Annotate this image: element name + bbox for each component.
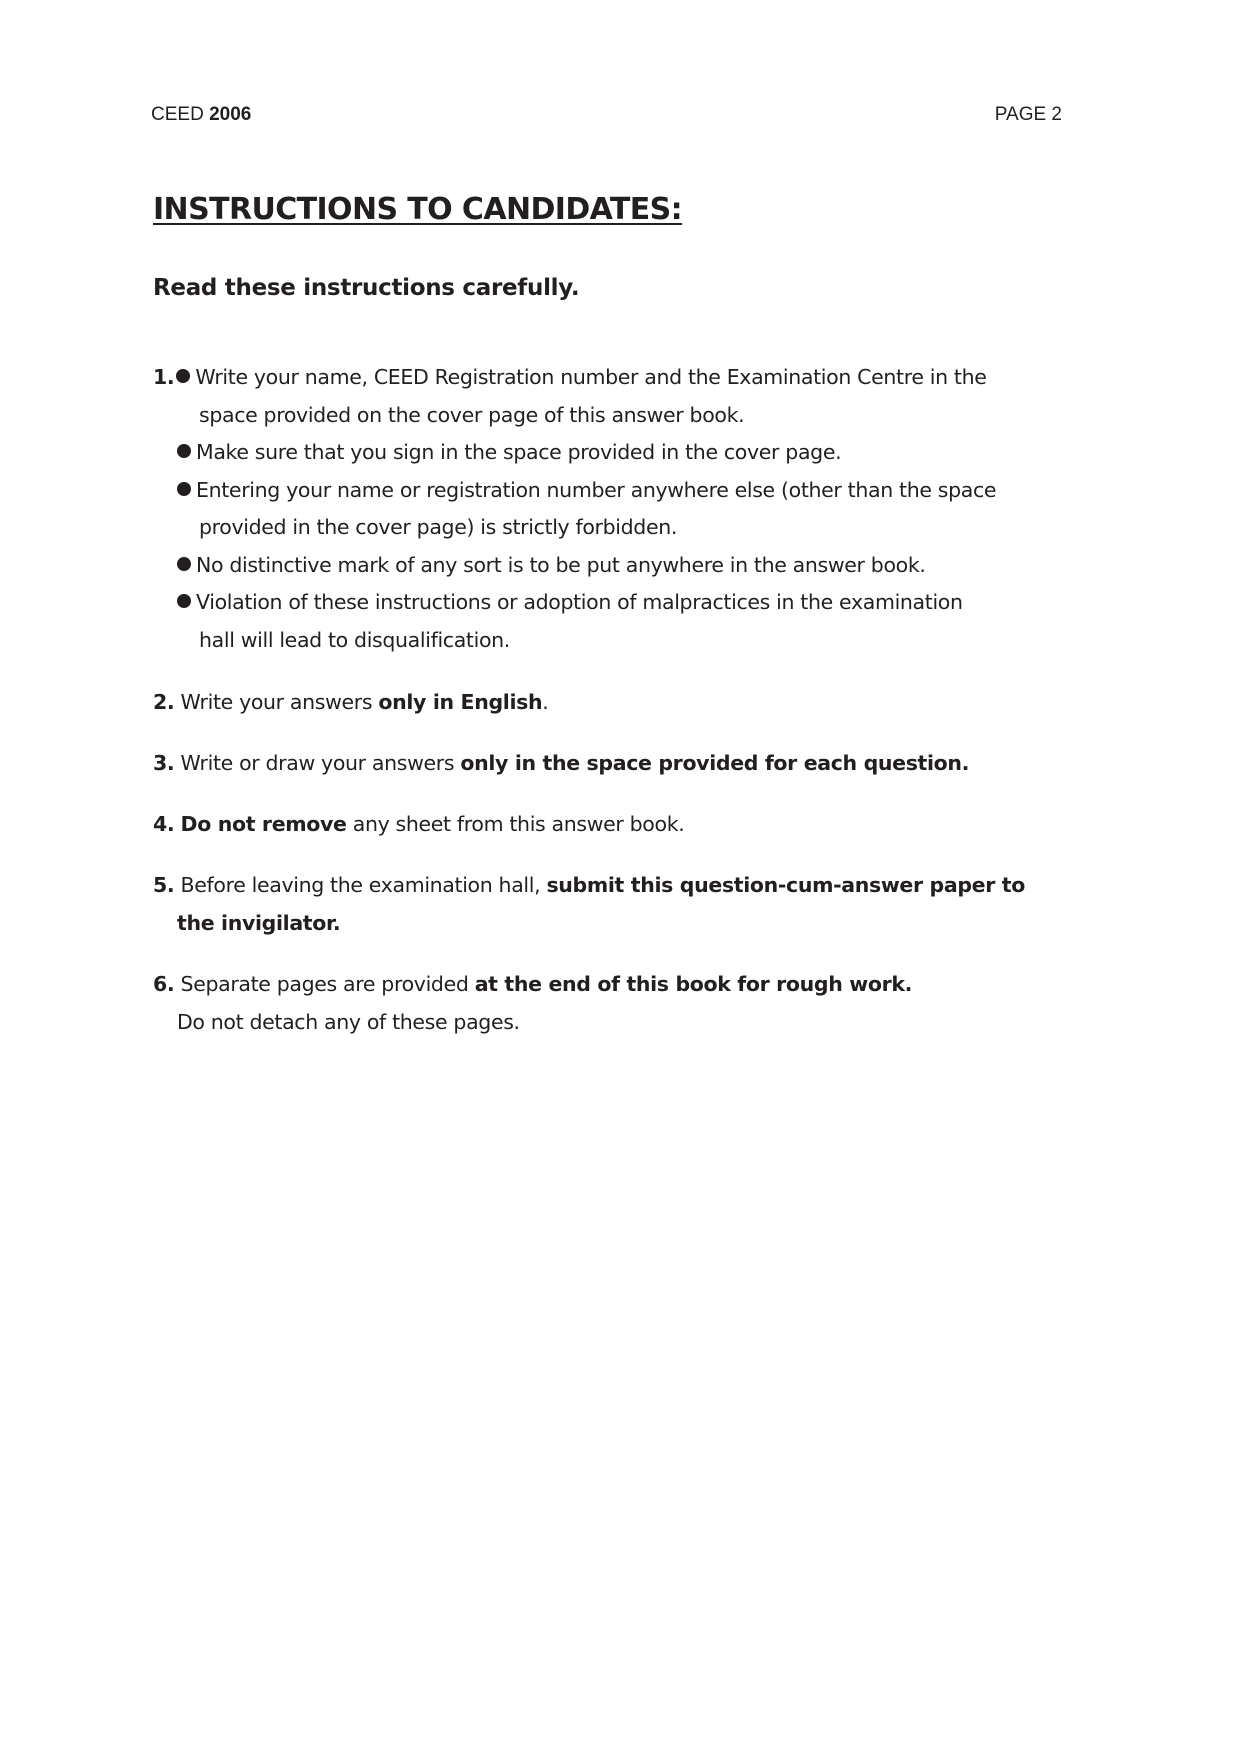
- instruction-5-emphasis-line-2: the invigilator.: [177, 910, 341, 935]
- page-title: INSTRUCTIONS TO CANDIDATES:: [153, 192, 683, 227]
- instruction-6-line-2: Do not detach any of these pages.: [177, 1009, 520, 1034]
- exam-name: CEED: [151, 104, 204, 125]
- instruction-1-bullet-5: [177, 584, 963, 622]
- instruction-1-bullet-1-line-1: Write your name, CEED Registration number and the Examination Centre in the: [195, 365, 987, 389]
- instructions-subtitle: Read these instructions carefully.: [153, 275, 580, 301]
- instruction-1-bullet-4: [177, 547, 926, 585]
- instruction-number: 2.: [153, 690, 175, 714]
- exam-year: 2006: [209, 104, 252, 125]
- instruction-number: 4.: [153, 812, 175, 836]
- instruction-number: 1.: [153, 365, 175, 389]
- instruction-number: 3.: [153, 751, 175, 775]
- bullet-icon: [177, 482, 191, 496]
- bullet-icon: [177, 557, 191, 571]
- instruction-1-bullet-5-line-1: Violation of these instructions or adoption of malpractices in the examination: [196, 590, 963, 614]
- instruction-number: 5.: [153, 873, 175, 897]
- bullet-icon: [176, 369, 190, 383]
- instruction-2-emphasis: only in English: [378, 690, 543, 714]
- instruction-2-text: Write your answers: [180, 690, 373, 714]
- instruction-1-bullet-3: [177, 472, 996, 510]
- instruction-1-bullet-2-text: Make sure that you sign in the space provided in the cover page.: [196, 440, 842, 464]
- instruction-1-bullet-3-line-2: provided in the cover page) is strictly forbidden.: [199, 515, 678, 539]
- instruction-1-bullet-4-text: No distinctive mark of any sort is to be put anywhere in the answer book.: [196, 552, 926, 577]
- bullet-icon: [177, 444, 191, 458]
- instruction-item-5: [153, 867, 1073, 947]
- instruction-item-4: [153, 806, 684, 844]
- instruction-4-text: any sheet from this answer book.: [352, 812, 685, 836]
- page-label: PAGE 2: [994, 104, 1062, 125]
- instruction-number: 6.: [153, 972, 175, 996]
- instruction-item-6: [153, 966, 1073, 1046]
- instruction-item-2: [153, 684, 548, 722]
- instruction-6-line-1: [153, 966, 912, 1004]
- instruction-5-text: Before leaving the examination hall,: [180, 873, 541, 897]
- instruction-2-punctuation: .: [542, 690, 549, 714]
- instruction-1-bullet-5-line-2: hall will lead to disqualification.: [199, 627, 510, 652]
- exam-label: [151, 102, 251, 128]
- instruction-6-emphasis: at the end of this book for rough work.: [474, 972, 913, 996]
- instruction-5-line-1: [153, 867, 1025, 905]
- running-header: [151, 102, 1062, 128]
- instruction-3-emphasis: only in the space provided for each question.: [460, 751, 970, 775]
- bullet-icon: [177, 594, 191, 608]
- instruction-5-emphasis-line-1: submit this question-cum-answer paper to: [546, 873, 1025, 897]
- instruction-1-line-1: [153, 359, 987, 397]
- instruction-item-3: [153, 745, 969, 783]
- instruction-3-text: Write or draw your answers: [180, 751, 455, 775]
- instruction-6-text: Separate pages are provided: [180, 972, 469, 996]
- instruction-1-bullet-1-line-2: space provided on the cover page of this answer book.: [199, 402, 745, 427]
- instruction-5-line-2: [177, 905, 340, 943]
- instruction-4-emphasis: Do not remove: [180, 812, 347, 836]
- instruction-1-bullet-2: [177, 434, 841, 472]
- instruction-item-1: [153, 359, 1073, 659]
- instruction-1-bullet-3-line-1: Entering your name or registration number anywhere else (other than the space: [196, 477, 997, 502]
